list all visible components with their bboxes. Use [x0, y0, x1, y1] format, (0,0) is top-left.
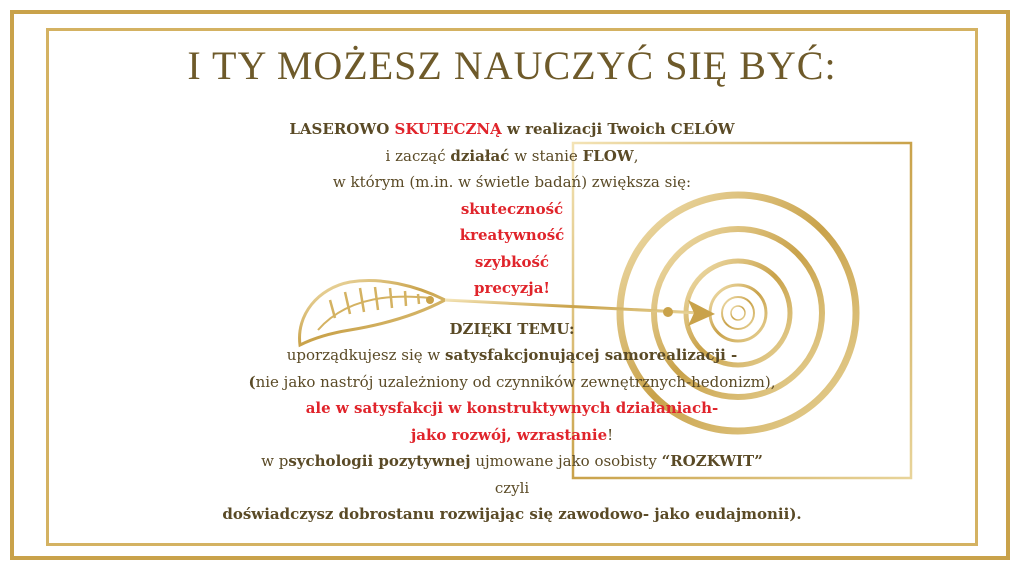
- text-span: i zacząć: [385, 146, 451, 165]
- text-span: satysfakcjonującej samorealizacji -: [445, 346, 738, 364]
- line-2: [160, 143, 864, 170]
- text-span: DZIĘKI TEMU:: [449, 319, 575, 338]
- main-text: [160, 116, 864, 528]
- line-10: [160, 369, 864, 396]
- line-6: szybkość: [474, 252, 550, 271]
- line-9: [160, 342, 864, 369]
- text-span: w stanie: [509, 146, 583, 165]
- line-1: [160, 116, 864, 143]
- line-13: [160, 448, 864, 475]
- text-span: w realizacji Twoich CELÓW: [501, 120, 735, 138]
- line-12: [160, 422, 864, 449]
- text-span: nie jako nastrój uzależniony od czynników zewnętrznych-hedonizm),: [255, 372, 776, 391]
- text-span: działać: [450, 146, 510, 165]
- text-span: w p: [261, 452, 289, 470]
- text-span: “ROZKWIT”: [661, 452, 763, 470]
- text-span: LASEROWO: [289, 120, 395, 138]
- line-8: [160, 316, 864, 343]
- text-span: ujmowane jako osobisty: [470, 452, 662, 470]
- line-11: ale w satysfakcji w konstruktywnych działaniach-: [305, 399, 719, 417]
- text-span: !: [607, 425, 614, 444]
- line-14: czyli: [494, 478, 530, 497]
- page-title: I TY MOŻESZ NAUCZYĆ SIĘ BYĆ:: [187, 43, 837, 88]
- text-span: SKUTECZNĄ: [394, 120, 502, 138]
- text-span: FLOW: [582, 146, 634, 165]
- text-span: (: [248, 372, 256, 391]
- line-3: w którym (m.in. w świetle badań) zwiększa się:: [332, 173, 692, 191]
- text-span: jako rozwój, wzrastanie: [410, 425, 608, 444]
- text-span: sychologii pozytywnej: [288, 452, 471, 470]
- text-span: ,: [633, 146, 639, 165]
- line-15: doświadczysz dobrostanu rozwijając się zawodowo- jako eudajmonii).: [222, 505, 802, 523]
- line-4: skuteczność: [460, 199, 564, 218]
- text-span: uporządkujesz się w: [286, 346, 446, 364]
- line-5: kreatywność: [459, 226, 565, 244]
- line-7: precyzja!: [473, 279, 551, 297]
